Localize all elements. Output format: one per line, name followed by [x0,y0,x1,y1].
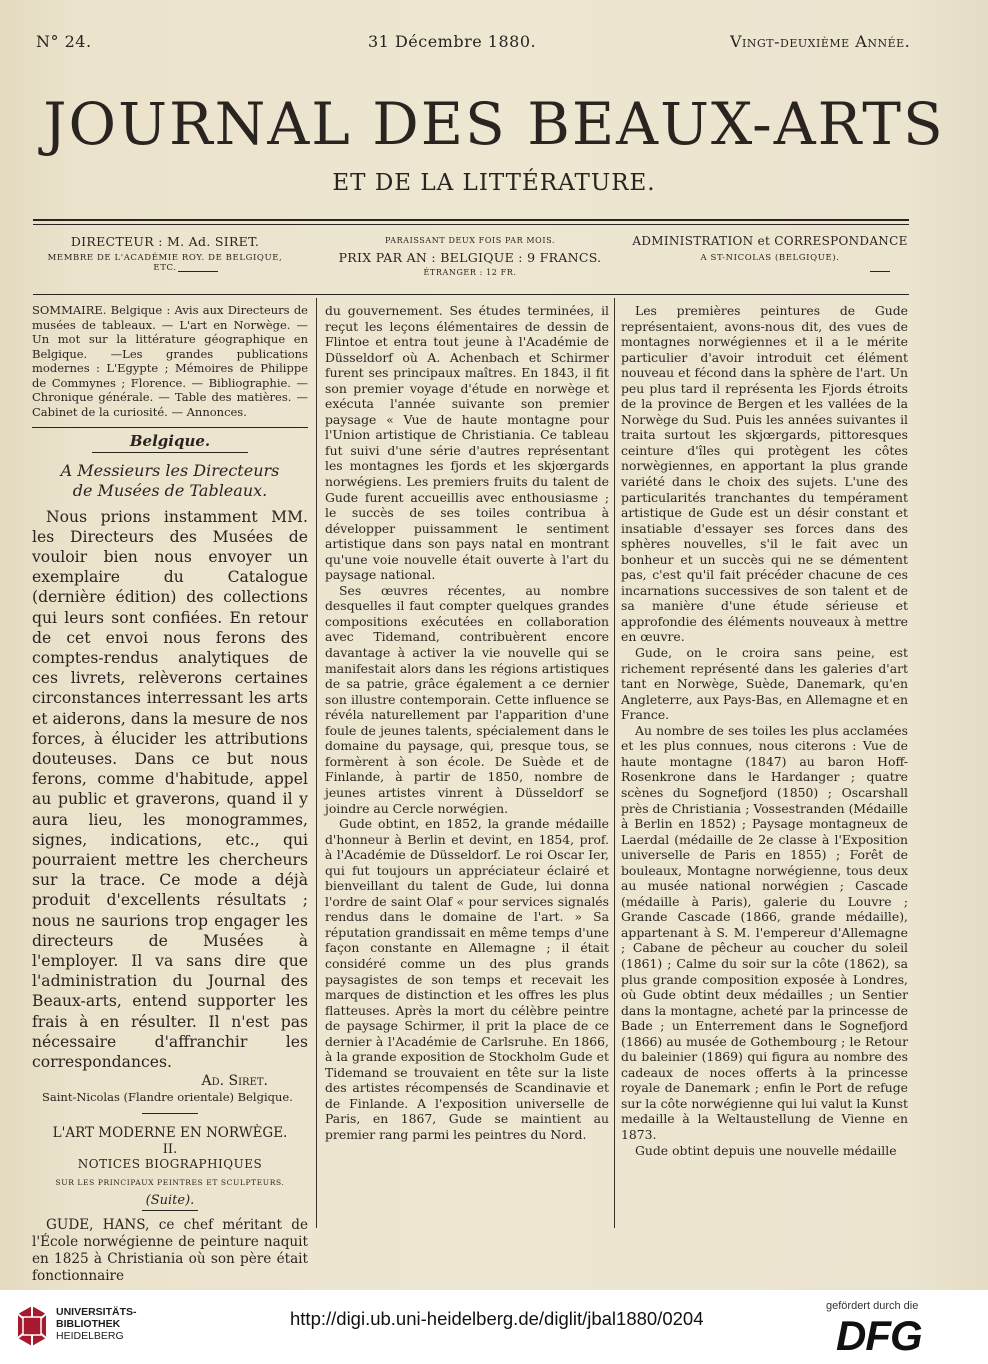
director-dash [178,271,218,272]
foreign-price: ÉTRANGER : 12 FR. [423,268,517,277]
admin-dash [870,271,890,272]
issue-number: N° 24. [36,32,92,51]
columns-rule [33,294,909,295]
notice-body-wrap [32,507,308,1073]
suite-rule [142,1210,198,1211]
director-note: MEMBRE DE L'ACADÉMIE ROY. DE BELGIQUE, ETC. [47,253,283,273]
col3-paragraph-4: Gude obtint depuis une nouvelle médaille [635,1142,897,1158]
signature-place: Saint-Nicolas (Flandre orientale) Belgique. [42,1089,293,1104]
notice-heading: A Messieurs les Directeurs de Musées de Tableaux. [60,460,280,500]
column-2 [325,303,609,1143]
section-belgique: Belgique. [129,432,211,450]
source-url[interactable]: http://digi.ub.uni-heidelberg.de/diglit/jbal1880/0204 [290,1308,704,1329]
administration-line: ADMINISTRATION et CORRESPONDANCE [632,234,908,248]
dfg-logo: DFG [836,1312,922,1359]
footer-bar [0,1290,988,1364]
article-subtitle-2: SUR LES PRINCIPAUX PEINTRES ET SCULPTEURS. [55,1177,285,1187]
library-line-3: HEIDELBERG [56,1330,124,1342]
suite-label: (Suite). [145,1192,195,1208]
column-3 [621,303,908,1158]
col3-paragraph-2: Gude, on le croira sans peine, est richement représenté dans les galeries d'art tant en Norwège, Suède, Danemark, qu'en Angleterre, aux Pays-Bas, en Allemagne et en France. [621,645,908,723]
article-subtitle: NOTICES BIOGRAPHIQUES [77,1157,263,1172]
column-divider-1 [316,298,317,1228]
issue-date: 31 Décembre 1880. [368,32,537,51]
sommaire: SOMMAIRE. Belgique : Avis aux Directeurs de musées de tableaux. — L'art en Norwège. — Un mot sur la littérature géographique en Belgique. —Les grandes publications modernes : L'Egypte ; Mémoires de Philippe de Commynes ; Florence. — Bibliographie. — Chronique générale. — Table des matières. — Cabinet de la curiosité. — Annonces. [32,303,308,419]
section-underline [92,452,248,453]
funded-by-label: gefördert durch die [826,1300,919,1312]
notice-rule [142,1113,198,1114]
frequency-line: PARAISSANT DEUX FOIS PAR MOIS. [384,236,556,245]
library-line-2: BIBLIOTHEK [56,1318,121,1330]
col3-paragraph-1: Les premières peintures de Gude représentaient, avons-nous dit, des vues de montagnes norwégiennes et il a le mérite particulier d'avoir introduit cet élément nouveau et fécond dans la sphère de l'art. Un peu plus tard il représenta les Fjords étroits de la province de Bergen et les vallées de la Norwège du Sud. Puis les années suivantes il traita surtout les skjœrgards, pittoresques ceinture d'îles qui protègent les côtes norwègiennes, en apportant la plus grande variété dans le choix des sujets. L'une des particularités tranchantes du tempérament artistique de Gude est un désir constant et insatiable d'essayer ses forces dans des sphères nouvelles, s'il le fait avec un bonheur et un succès qui ne se démentent pas, c'est qu'il fait précéder chacune de ces incarnations successives de son talent et de sa manière d'une étude sérieuse et approfondie des éléments nouveaux à mettre en œuvre. [621,303,908,645]
col2-paragraph-3: Gude obtint, en 1852, la grande médaille d'honneur à Berlin et devint, en 1854, prof. à l'Académie de Düsseldorf. Le roi Oscar Ier, qui fut toujours un appréciateur éclairé et bienveillant du talent de Gude, lui donna l'ordre de saint Olaf « pour services signalés rendus dans le domaine de l'art. » Sa réputation grandissait en même temps d'une façon constante en Allemagne ; il était considéré comme un des plus grands paysagistes de son temps et recevait les marques de distinction et les offres les plus flatteuses. Après la mort du célèbre peintre de paysage Schirmer, il prit la place de ce dernier à l'Académie de Carlsruhe. En 1866, à la grande exposition de Stockholm Gude et Tidemand se trouvaient en tête sur la liste des artistes récompensés de Scandinavie et de Finlande. A l'exposition universelle de Paris, en 1867, Gude se maintient au premier rang parmi les peintres du Nord. [325,816,609,1142]
signature: Ad. Siret. [201,1073,268,1090]
library-logo-icon [14,1304,50,1348]
administration-place: A ST-NICOLAS (BELGIQUE). [700,253,840,263]
masthead-rule-top [33,219,909,221]
issue-year: Vingt-deuxième Année. [730,32,911,51]
masthead-title: JOURNAL DES BEAUX-ARTS [43,90,945,158]
library-name [56,1306,137,1342]
article-number: II. [162,1141,178,1157]
masthead-subtitle: ET DE LA LITTÉRATURE. [332,170,656,196]
col3-paragraph-3: Au nombre de ses toiles les plus acclamées et les plus connues, nous citerons : Vue de haute montagne (1847) au baron Hoff-Rosenkrone dans le Hardanger ; quatre scènes du Sognefjord (1850) ; Oscarshall près de Christiania ; Vossestranden (Médaille à Berlin en 1852) ; Paysage montagneux de Laerdal (médaille de 2e classe à l'Exposition universelle de Paris en 1855) ; Forêt de bouleaux, Montagne norwégienne, tous deux au musée national norwégien ; Cascade (médaille à Paris), galerie du Louvre ; Grande Cascade (1866, grande médaille), appartenant à S. M. l'empereur d'Allemagne ; Cabane de pêcheur au coucher du soleil (1861) ; Calme du soir sur la côte (1862), sa plus grande composition exposée à Londres, où Gude obtint deux médailles ; un Sentier dans la montagne, acheté par la princesse de Bade ; un Enterrement dans le Sognefjord (1866) au musée de Gothembourg ; le Retour du baleinier (1869) qui figura au nombre des cadeaux de noces offerts à la princesse royale de Danemark ; enfin le Port de refuge sur la côte norwégienne qui lui valut la Kunst medaille à la Weltaustellung de Vienne en 1873. [621,722,908,1142]
price-line: PRIX PAR AN : BELGIQUE : 9 FRANCS. [338,250,602,265]
col2-paragraph-1: du gouvernement. Ses études terminées, il reçut les leçons élémentaires de dessin de Flintoe et entra tout jeune à l'Académie de Düsseldorf où A. Achenbach et Schirmer furent ses principaux maîtres. En 1843, il fit son premier voyage d'étude en norwège et exécuta l'année suivante son premier paysage « Vue de haute montagne pour l'Union artistique de Christiania. Ce tableau fut suivi d'une série d'autres représentant les montagnes les fjords et les skjœrgards norwégiens. Les premiers fruits du talent de Gude furent accueillis avec enthousiasme ; le succès de ses toiles contribua à développer puissamment le sentiment artistique dans son pays natal en montrant qu'une voie nouvelle était ouverte à l'art du paysage national. [325,303,609,583]
library-line-1: UNIVERSITÄTS- [56,1306,137,1318]
column-1 [32,303,308,1285]
notice-body: Nous prions instamment MM. les Directeurs des Musées de vouloir bien nous envoyer un exemplaire du Catalogue (dernière édition) des collections qui leurs sont confiées. En retour de cet envoi nous ferons des comptes-rendus analytiques de ces livrets, relèverons certaines circonstances interressant les arts et aiderons, dans la mesure de nos forces, à élucider les attributions douteuses. Dans ce but nous ferons, comme d'habitude, appel au public et graverons, quand il y aura lieu, les monogrammes, signes, indications, etc., qui pourraient mettre les chercheurs sur la trace. Ce mode a déjà produit d'excellents résultats ; nous ne saurions trop engager les directeurs de Musées à l'employer. Il va sans dire que l'administration du Journal des Beaux-arts, entend supporter les frais à en résulter. Il n'est pas nécessaire d'affranchir les correspondances. [32,507,308,1072]
director-line: DIRECTEUR : M. Ad. SIRET. [70,234,260,249]
col2-paragraph-2: Ses œuvres récentes, au nombre desquelles il faut compter quelques grandes compositions exécutées en collaboration avec Tidemand, contribuèrent encore davantage à activer la vie nouvelle qui se manifestait alors dans les régions artistiques de sa patrie, grâce également a ce dernier son illustre contemporain. Cette influence se révéla naturellement par l'apparition d'une foule de jeunes talents, spécialement dans le domaine du paysage, qui, presque tous, se formèrent à son école. De Suède et de Finlande, à partir de 1850, nombre de jeunes artistes vinrent à Düsseldorf se joindre au Cercle norwégien. [325,582,609,816]
sommaire-rule [32,427,308,428]
gude-intro: GUDE, HANS, ce chef méritant de l'École norwégienne de peinture naquit en 1825 à Christiania où son père était fonctionnaire [32,1217,308,1285]
masthead-rule-bottom [33,224,909,225]
column-divider-2 [614,298,615,1228]
article-title: L'ART MODERNE EN NORWÈGE. [52,1125,288,1142]
